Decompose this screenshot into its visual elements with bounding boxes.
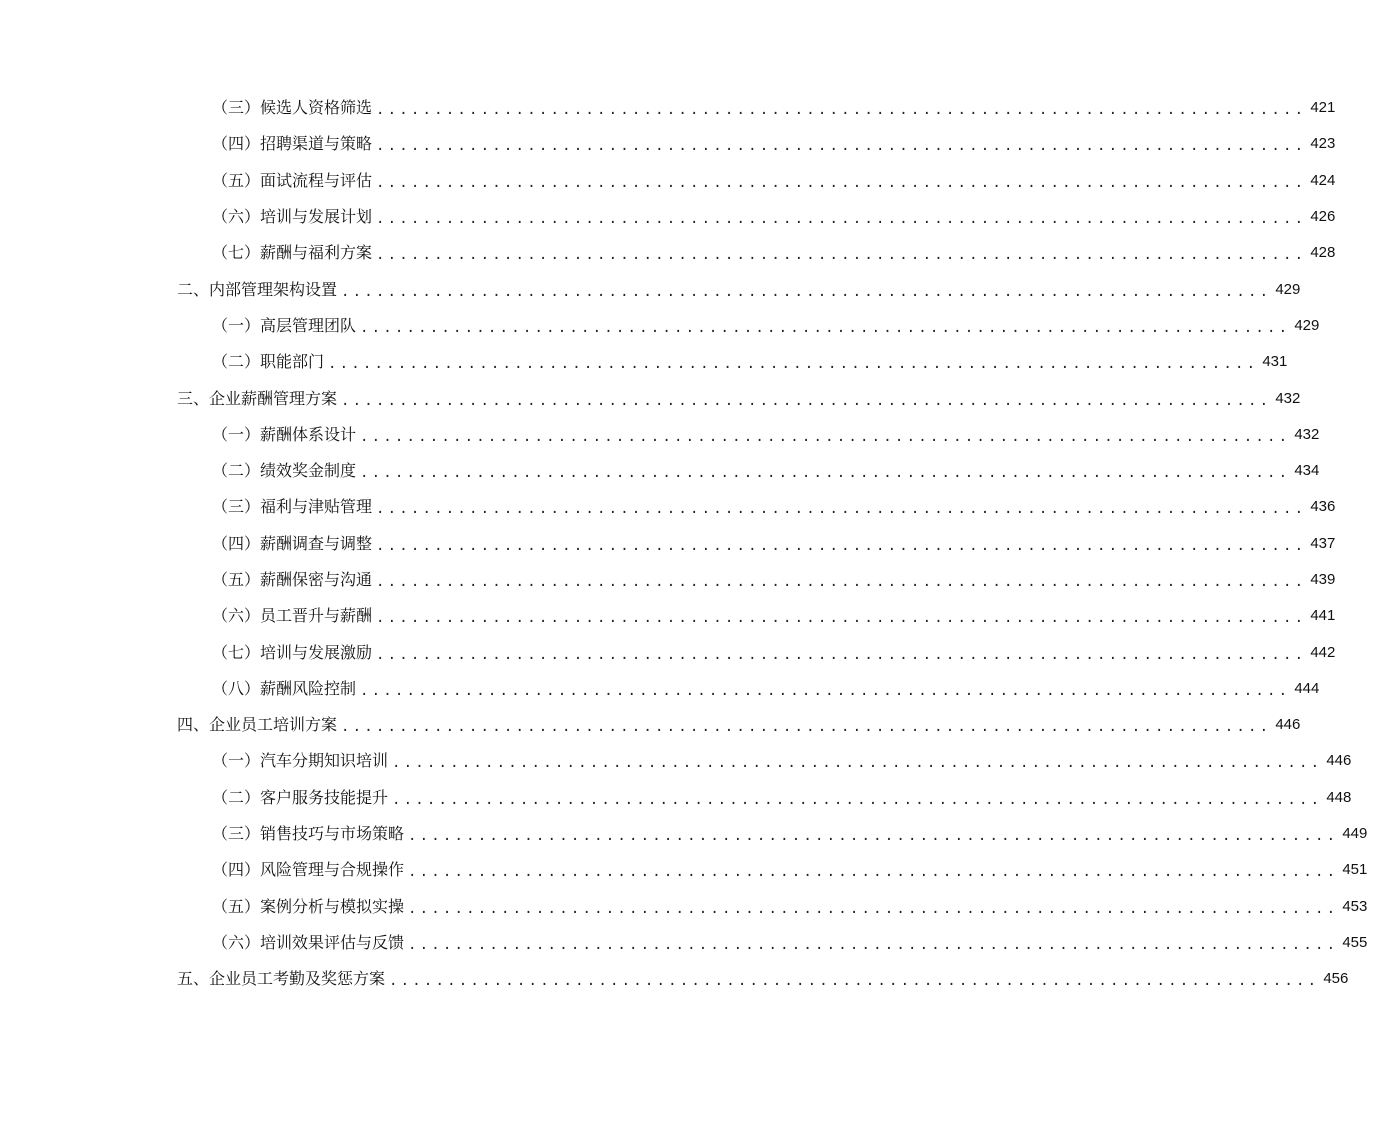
toc-entry-title: （三）候选人资格筛选 — [212, 98, 373, 118]
toc-entry-page-number: 428 — [1310, 244, 1336, 262]
dot-leader: ................................................................................ — [341, 719, 1272, 736]
toc-entry-page-number: 429 — [1294, 316, 1320, 334]
toc-entry[interactable] — [0, 526, 1336, 562]
dot-leader: ................................................................................ — [360, 682, 1291, 699]
toc-entry-page-number: 449 — [1342, 825, 1368, 843]
toc-entry-title: （三）销售技巧与市场策略 — [212, 824, 405, 844]
toc-entry-title: （四）招聘渠道与策略 — [212, 134, 373, 154]
toc-entry[interactable] — [0, 780, 1352, 816]
dot-leader: ................................................................................ — [376, 211, 1307, 228]
dot-leader: ................................................................................ — [408, 828, 1339, 845]
toc-entry[interactable] — [0, 598, 1336, 634]
toc-entry-page-number: 441 — [1310, 607, 1336, 625]
toc-entry[interactable] — [0, 163, 1336, 199]
toc-entry-title: （六）培训效果评估与反馈 — [212, 932, 405, 952]
toc-entry-page-number: 424 — [1310, 171, 1336, 189]
toc-entry-page-number: 456 — [1323, 970, 1349, 988]
table-of-contents — [0, 90, 1368, 997]
toc-entry-page-number: 439 — [1310, 571, 1336, 588]
toc-entry-page-number: 448 — [1326, 788, 1352, 806]
toc-entry[interactable] — [0, 235, 1336, 271]
toc-entry-page-number: 446 — [1326, 752, 1352, 770]
toc-entry-title: （七）培训与发展激励 — [212, 642, 373, 662]
toc-entry-page-number: 437 — [1310, 534, 1336, 552]
toc-entry-title: （一）薪酬体系设计 — [212, 424, 357, 444]
toc-entry-page-number: 429 — [1275, 280, 1301, 298]
dot-leader: ................................................................................ — [360, 465, 1291, 482]
toc-entry[interactable] — [0, 489, 1336, 525]
toc-entry[interactable] — [0, 743, 1352, 779]
toc-entry-title: （二）客户服务技能提升 — [212, 787, 389, 807]
dot-leader: ................................................................................ — [376, 247, 1307, 264]
toc-entry-title: （五）案例分析与模拟实操 — [212, 896, 405, 916]
dot-leader: ................................................................................ — [376, 610, 1307, 627]
toc-entry[interactable] — [0, 271, 1301, 307]
toc-entry[interactable] — [0, 562, 1336, 598]
toc-entry-title: （一）汽车分期知识培训 — [212, 751, 389, 771]
toc-entry[interactable] — [0, 816, 1368, 852]
toc-entry-title: （六）员工晋升与薪酬 — [212, 606, 373, 626]
toc-entry[interactable] — [0, 308, 1320, 344]
toc-entry-page-number: 421 — [1310, 99, 1336, 117]
toc-entry-title: （三）福利与津贴管理 — [212, 497, 373, 517]
toc-entry[interactable] — [0, 126, 1336, 162]
dot-leader: ................................................................................ — [376, 174, 1307, 191]
toc-entry-title: （一）高层管理团队 — [212, 315, 357, 335]
toc-entry[interactable] — [0, 889, 1368, 925]
dot-leader: ................................................................................ — [376, 537, 1307, 554]
toc-entry[interactable] — [0, 671, 1320, 707]
dot-leader: ................................................................................ — [376, 646, 1307, 663]
toc-entry-title: 三、企业薪酬管理方案 — [177, 388, 338, 408]
toc-entry[interactable] — [0, 961, 1349, 997]
toc-entry[interactable] — [0, 90, 1336, 126]
toc-entry-page-number: 431 — [1262, 353, 1288, 371]
toc-entry-page-number: 426 — [1310, 208, 1336, 226]
dot-leader: ................................................................................ — [392, 755, 1323, 772]
dot-leader: ................................................................................ — [392, 791, 1323, 808]
dot-leader: ................................................................................ — [408, 900, 1339, 917]
toc-entry-title: （七）薪酬与福利方案 — [212, 243, 373, 263]
toc-entry-title: （二）职能部门 — [212, 352, 325, 372]
toc-entry-title: （二）绩效奖金制度 — [212, 461, 357, 481]
dot-leader: ................................................................................ — [389, 973, 1320, 990]
toc-entry-title: （八）薪酬风险控制 — [212, 678, 357, 698]
toc-entry-title: （四）薪酬调查与调整 — [212, 533, 373, 553]
toc-entry-page-number: 451 — [1342, 861, 1368, 879]
dot-leader: ................................................................................ — [376, 574, 1307, 590]
dot-leader: ................................................................................ — [376, 501, 1307, 518]
toc-entry-page-number: 442 — [1310, 643, 1336, 661]
dot-leader: ................................................................................ — [328, 356, 1259, 373]
toc-entry-page-number: 436 — [1310, 498, 1336, 516]
toc-entry[interactable] — [0, 925, 1368, 961]
toc-entry[interactable] — [0, 199, 1336, 235]
dot-leader: ................................................................................ — [376, 138, 1307, 155]
toc-entry-page-number: 432 — [1294, 425, 1320, 443]
toc-entry[interactable] — [0, 634, 1336, 670]
toc-entry[interactable] — [0, 707, 1301, 743]
toc-entry-title: （六）培训与发展计划 — [212, 207, 373, 227]
dot-leader: ................................................................................ — [408, 936, 1339, 953]
toc-entry-page-number: 453 — [1342, 897, 1368, 915]
toc-entry-title: 二、内部管理架构设置 — [177, 279, 338, 299]
toc-entry[interactable] — [0, 852, 1368, 888]
dot-leader: ................................................................................ — [341, 392, 1272, 409]
toc-entry-page-number: 423 — [1310, 135, 1336, 153]
toc-entry-title: （四）风险管理与合规操作 — [212, 860, 405, 880]
toc-entry-page-number: 455 — [1342, 933, 1368, 951]
toc-entry-title: 五、企业员工考勤及奖惩方案 — [177, 969, 386, 989]
dot-leader: ................................................................................ — [376, 102, 1307, 119]
dot-leader: ................................................................................ — [341, 283, 1272, 300]
toc-entry[interactable] — [0, 453, 1320, 489]
toc-entry-title: （五）薪酬保密与沟通 — [212, 570, 373, 589]
toc-entry-title: （五）面试流程与评估 — [212, 170, 373, 190]
toc-entry-page-number: 432 — [1275, 389, 1301, 407]
dot-leader: ................................................................................ — [408, 864, 1339, 881]
dot-leader: ................................................................................ — [360, 319, 1291, 336]
toc-entry[interactable] — [0, 380, 1301, 416]
toc-entry-page-number: 444 — [1294, 679, 1320, 697]
dot-leader: ................................................................................ — [360, 428, 1291, 445]
toc-entry-page-number: 446 — [1275, 716, 1301, 734]
toc-entry-title: 四、企业员工培训方案 — [177, 715, 338, 735]
toc-entry[interactable] — [0, 344, 1288, 380]
toc-entry-page-number: 434 — [1294, 462, 1320, 480]
toc-entry[interactable] — [0, 417, 1320, 453]
